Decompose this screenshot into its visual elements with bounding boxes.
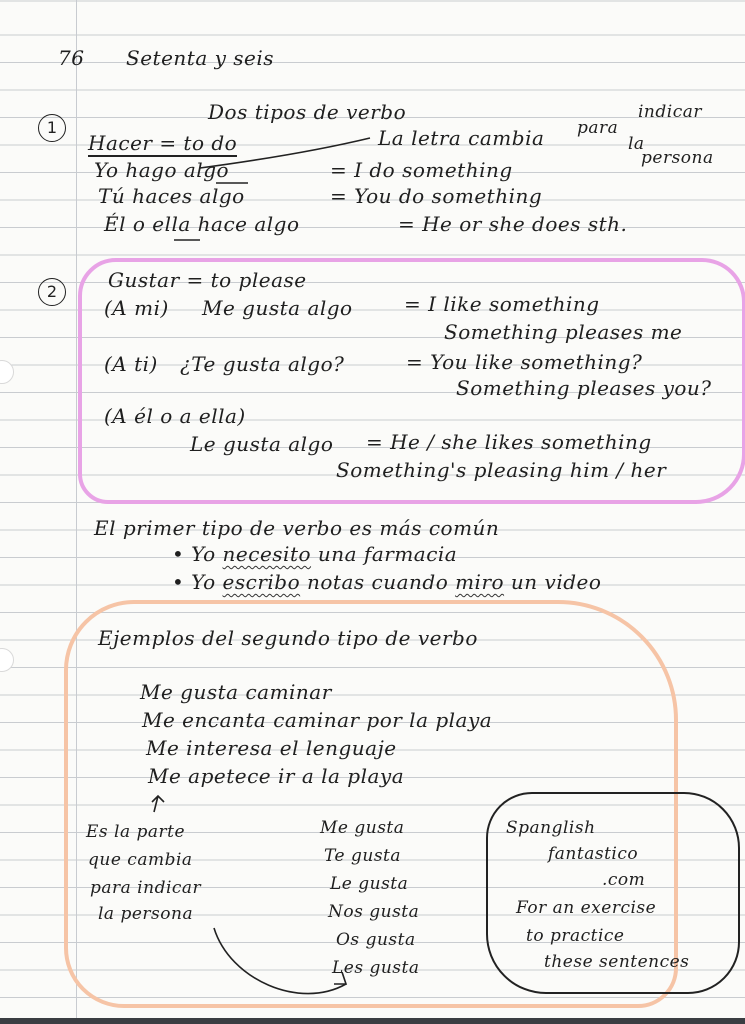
- cloud-line: Spanglish: [506, 818, 596, 838]
- note-persona: persona: [641, 148, 714, 168]
- me-gusta-algo: Me gusta algo: [202, 296, 353, 320]
- cloud-line: For an exercise: [516, 898, 657, 918]
- note-letra-cambia: La letra cambia: [378, 126, 545, 150]
- up-arrow-icon: [152, 796, 164, 812]
- curved-arrow: [214, 928, 346, 994]
- yo-hago-en: = I do something: [330, 158, 513, 182]
- le-gusta-en-2: Something's pleasing him / her: [336, 458, 667, 482]
- example-item: Me interesa el lenguaje: [146, 736, 397, 760]
- tu-haces-en: = You do something: [330, 184, 543, 208]
- cloud-line: to practice: [526, 926, 625, 946]
- bullet-1-pre: • Yo: [172, 542, 216, 566]
- te-gusta-en-2: Something pleases you?: [456, 376, 712, 400]
- hacer-text: Hacer = to do: [88, 131, 238, 155]
- verb-escribo: escribo: [222, 570, 301, 594]
- me-gusta-en: = I like something: [404, 292, 600, 316]
- section-4-heading: Ejemplos del segundo tipo de verbo: [98, 626, 478, 650]
- note-la: la: [628, 134, 645, 154]
- le-gusta-en: = He / she likes something: [366, 430, 652, 454]
- section-1-heading: Dos tipos de verbo: [208, 100, 407, 124]
- a-mi-prefix: (A mi): [104, 296, 169, 320]
- conjugation-item: Les gusta: [332, 958, 420, 978]
- bullet-2-pre: • Yo: [172, 570, 216, 594]
- bullet-2-post: un video: [510, 570, 602, 594]
- conjugation-item: Le gusta: [330, 874, 409, 894]
- verb-necesito: necesito: [222, 542, 312, 566]
- left-note-line: para indicar: [90, 878, 202, 898]
- cloud-line: these sentences: [544, 952, 690, 972]
- primer-tipo: El primer tipo de verbo es más común: [94, 516, 500, 540]
- left-note-line: Es la parte: [86, 822, 186, 842]
- te-gusta-algo: ¿Te gusta algo?: [180, 352, 345, 376]
- page-title: Setenta y seis: [126, 46, 275, 70]
- bullet-1-post: una farmacia: [317, 542, 458, 566]
- arrowhead-icon: [334, 972, 346, 984]
- left-note-line: la persona: [98, 904, 194, 924]
- scan-edge: [0, 1018, 745, 1024]
- a-ti-prefix: (A ti): [104, 352, 158, 376]
- el-hace-en: = He or she does sth.: [398, 212, 628, 236]
- verb-miro: miro: [455, 570, 505, 594]
- conjugation-item: Me gusta: [320, 818, 405, 838]
- example-item: Me encanta caminar por la playa: [142, 708, 493, 732]
- example-item: Me apetece ir a la playa: [148, 764, 405, 788]
- conjugation-item: Os gusta: [336, 930, 416, 950]
- te-gusta-en: = You like something?: [406, 350, 643, 374]
- note-para: para: [577, 118, 619, 138]
- left-note-line: que cambia: [88, 850, 193, 870]
- gustar-definition: Gustar = to please: [108, 268, 307, 292]
- section-2-marker: 2: [38, 278, 66, 306]
- cloud-line: fantastico: [548, 844, 639, 864]
- el-hace: Él o ella hace algo: [104, 212, 300, 236]
- conjugation-item: Te gusta: [324, 846, 402, 866]
- tu-haces: Tú haces algo: [98, 184, 245, 208]
- le-gusta-algo: Le gusta algo: [190, 432, 334, 456]
- note-indicar: indicar: [638, 102, 702, 122]
- conjugation-item: Nos gusta: [328, 902, 420, 922]
- cloud-line: .com: [602, 870, 646, 890]
- section-1-marker: 1: [38, 114, 66, 142]
- me-gusta-en-2: Something pleases me: [444, 320, 683, 344]
- bullet-2-mid: notas cuando: [307, 570, 449, 594]
- yo-hago: Yo hago algo: [94, 158, 230, 182]
- page-number: 76: [58, 46, 85, 70]
- a-el-prefix: (A él o a ella): [104, 404, 246, 428]
- arrow-algo-to-letra: [200, 138, 370, 168]
- example-item: Me gusta caminar: [140, 680, 332, 704]
